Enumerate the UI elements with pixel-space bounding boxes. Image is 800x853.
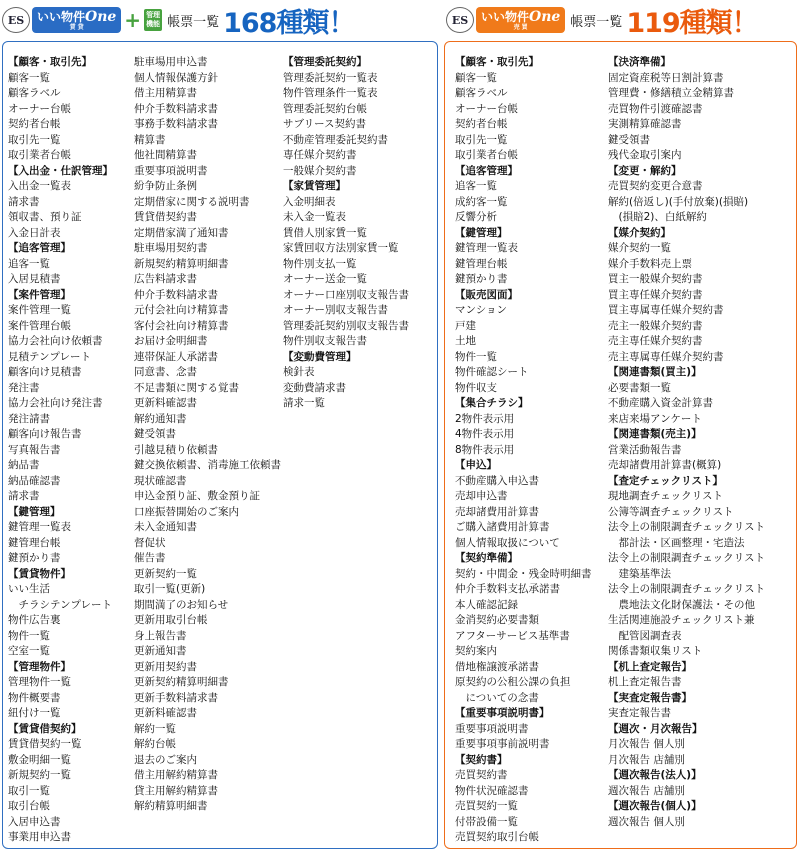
form-item: 入金日計表 [8,226,61,239]
form-item: 取引業者台帳 [455,149,518,161]
es-logo-icon: ES [446,7,474,33]
form-item: 法令上の制限調査チェックリスト [608,552,765,564]
form-item: 重要事項事前説明書 [455,738,550,750]
form-item: サブリース契約書 [283,118,367,130]
form-item: 取引一覧 [8,784,50,797]
form-item: 取引一覧(更新) [134,583,206,595]
form-item: 発注請書 [8,412,50,425]
form-item: 鍵預かり書 [8,552,61,564]
iibukken-one-chintai-logo [32,7,121,33]
form-item: 金消契約必要書類 [455,614,539,626]
form-item: 土地 [455,335,476,347]
category-heading: 【申込】 [455,459,497,471]
form-item: 8物件表示用 [455,443,515,456]
plus-icon: + [124,8,142,32]
form-item: 家賃回収方法別家賃一覧 [283,242,399,254]
form-item: 更新手数料請求書 [134,691,218,704]
category-heading: 【実査定報告書】 [608,691,692,704]
form-item: 解約通知書 [134,412,187,425]
form-item: 鍵預かり書 [455,273,508,285]
form-item: 解約台帳 [134,738,176,750]
form-item: いい生活 [8,583,50,595]
form-item: 売却申込書 [455,490,508,502]
form-item: 鍵受領書 [134,428,176,440]
form-item: 写真報告書 [8,443,61,456]
category-heading: 【関連書類(売主)】 [608,428,702,440]
category-heading: 【契約準備】 [455,552,518,564]
baibai-form-list-panel [444,41,797,849]
form-item: 駐車場用契約書 [134,242,208,254]
form-item: 身上報告書 [134,629,187,642]
form-item: 不足書類に関する覚書 [134,381,239,394]
form-item: 売買契約一覧 [455,800,518,812]
form-item: 催告書 [134,552,166,564]
header-baibai [446,0,798,40]
category-heading: 【週次報告(法人)】 [608,769,702,781]
form-item: 法令上の制限調査チェックリスト [608,583,765,595]
header-count: 119種類！ [626,7,758,39]
form-item: 4物件表示用 [455,428,515,440]
form-item: チラシテンプレート [8,598,113,611]
category-heading: 【査定チェックリスト】 [608,474,723,487]
header-label: 帳票一覧 [570,14,623,30]
form-item: 売買契約変更合意書 [608,180,703,192]
form-item: マンション [455,304,508,316]
form-item: 事務手数料請求書 [134,118,218,130]
form-item: 広告料請求書 [134,273,197,285]
form-item: 物件管理条件一覧表 [283,87,378,99]
form-item: 現状確認書 [134,474,187,487]
category-heading: 【追客管理】 [455,164,518,177]
form-item: 固定資産税等日割計算書 [608,71,724,84]
form-item: 取引先一覧 [455,133,508,146]
form-item: 売主一般媒介契約書 [608,319,703,332]
form-item: 管理物件一覧 [8,676,71,688]
category-heading: 【管理委託契約】 [283,56,367,68]
form-item: 付帯設備一覧 [455,815,518,828]
form-item: 顧客ラベル [8,87,61,99]
form-item: 売却諸費用計算書(概算) [608,459,722,471]
form-item: 案件管理台帳 [8,319,71,332]
form-item: 仲介手数料請求書 [134,288,218,301]
left-column-2 [134,55,281,815]
form-item: 売買物件引渡確認書 [608,102,703,115]
category-heading: 【販売図面】 [455,288,518,301]
form-item: 定期借家満了通知書 [134,226,229,239]
form-item: 退去のご案内 [134,753,197,766]
form-item: 精算書 [134,133,166,146]
category-heading: 【週次報告(個人)】 [608,800,702,812]
form-item: 検針表 [283,366,315,378]
form-item: 残代金取引案内 [608,149,682,161]
form-item: 物件一覧 [8,629,50,642]
form-item: 申込金預り証、敷金預り証 [134,490,260,502]
form-item: 不動産購入申込書 [455,474,539,487]
form-item: オーナー口座別収支報告書 [283,288,409,301]
form-item: 成約客一覧 [455,195,508,208]
form-item: 請求書 [8,490,40,502]
form-item: オーナー別収支報告書 [283,304,388,316]
form-item: 管理委託契約別収支報告書 [283,319,409,332]
form-item: 実測精算確認書 [608,118,682,130]
form-item: 実査定報告書 [608,707,671,719]
form-item: 来店来場アンケート [608,412,702,425]
left-column-1 [8,55,113,846]
form-item: 取引先一覧 [8,133,61,146]
category-heading: 【机上査定報告】 [608,660,692,673]
form-item: 領収書、預り証 [8,211,82,223]
category-heading: 【顧客・取引先】 [455,56,539,68]
form-item: 必要書類一覧 [608,381,671,394]
form-item: 買主専属専任媒介契約書 [608,304,724,316]
form-item: 賃貸借契約一覧 [8,738,82,750]
form-item: 物件広告裏 [8,614,61,626]
form-item: 変動費請求書 [283,381,346,394]
form-item: ご購入諸費用計算書 [455,521,550,533]
form-item: 顧客一覧 [455,71,497,84]
form-item: 物件別収支報告書 [283,335,367,347]
form-item: 管理委託契約一覧表 [283,71,378,84]
category-heading: 【賃貸物件】 [8,567,71,580]
form-item: 追客一覧 [455,180,497,192]
form-item: 鍵受領書 [608,133,650,146]
form-item: 鍵管理台帳 [8,536,61,549]
form-item: 新規契約一覧 [8,769,71,781]
form-item: 管理費・修繕積立金精算書 [608,87,734,99]
form-item: 顧客向け報告書 [8,428,82,440]
form-item: 客付会社向け精算書 [134,319,229,332]
header-chintai [2,0,442,40]
category-heading: 【重要事項説明書】 [455,707,550,719]
form-item: 追客一覧 [8,257,50,270]
form-item: 媒介契約一覧 [608,242,671,254]
form-item: 解約精算明細書 [134,800,208,812]
form-item: 見積テンプレート [8,350,92,363]
category-heading: 【追客管理】 [8,242,71,254]
logo-brand: いい物件 [37,9,86,24]
form-item: 期間満了のお知らせ [134,598,229,611]
form-item: アフターサービス基準書 [455,629,570,642]
form-item: 売買契約書 [455,769,508,781]
category-heading: 【媒介契約】 [608,226,671,239]
form-item: 専任媒介契約書 [283,149,357,161]
category-heading: 【関連書類(買主)】 [608,366,702,378]
form-item: 原契約の公租公課の負担 [455,676,571,688]
form-item: 週次報告 個人別 [608,815,685,828]
form-item: 協力会社向け発注書 [8,397,103,409]
form-item: についての念書 [455,691,539,704]
form-item: 関係書類収集リスト [608,645,703,657]
form-item: 口座振替開始のご案内 [134,505,239,518]
form-item: 顧客ラベル [455,87,508,99]
form-item: 媒介手数料売上票 [608,257,692,270]
logo-sub: 賃 貸 [69,23,84,31]
form-item: 他社間精算書 [134,149,197,161]
category-heading: 【鍵管理】 [455,226,508,239]
form-item: 月次報告 店舗別 [608,753,685,766]
logo-brand: いい物件 [481,9,530,24]
form-item: 物件確認シート [455,366,529,378]
form-item: 都計法・区画整理・宅造法 [608,536,745,549]
form-item: 農地法文化財保護法・その他 [608,598,755,611]
form-item: 敷金明細一覧 [8,753,71,766]
form-item: 買主一般媒介契約書 [608,273,703,285]
form-item: 売主専任媒介契約書 [608,335,703,347]
form-item: 売主専属専任媒介契約書 [608,350,724,363]
category-heading: 【管理物件】 [8,660,71,673]
form-item: 紐付け一覧 [8,707,61,719]
form-item: 物件収支 [455,381,497,394]
right-column-1 [455,55,592,846]
category-heading: 【家賃管理】 [283,180,346,192]
form-item: 納品確認書 [8,474,61,487]
form-item: 公簿等調査チェックリスト [608,505,734,518]
form-item: 入出金一覧表 [8,180,71,192]
form-item: 物件一覧 [455,350,497,363]
header-count: 168種類！ [223,7,355,39]
form-item: 更新通知書 [134,645,187,657]
form-item: 案件管理一覧 [8,304,71,316]
es-logo-icon: ES [2,7,30,33]
category-heading: 【変更・解約】 [608,164,682,177]
category-heading: 【鍵管理】 [8,505,61,518]
form-item: 顧客一覧 [8,71,50,84]
form-item: 生活関連施設チェックリスト兼 [608,614,755,626]
form-item: 督促状 [134,536,166,549]
form-item: 物件概要書 [8,691,61,704]
logo-sub: 売 買 [513,23,528,31]
iibukken-one-baibai-logo [476,7,565,33]
form-item: 仲介手数料請求書 [134,102,218,115]
form-item: 戸建 [455,319,476,332]
form-item: 契約者台帳 [455,118,508,130]
form-item: 発注書 [8,381,40,394]
form-item: 入居見積書 [8,273,61,285]
form-item: 紛争防止条例 [134,180,197,192]
form-item: 鍵管理一覧表 [8,521,71,533]
form-item: 仲介手数料支払承諾書 [455,583,560,595]
form-item: 更新料確認書 [134,397,197,409]
form-item: 物件状況確認書 [455,784,529,797]
form-item: 机上査定報告書 [608,676,682,688]
form-item: 未入金一覧表 [283,211,346,223]
form-item: 更新用取引台帳 [134,614,208,626]
form-item: 連帯保証人承諾書 [134,350,218,363]
category-heading: 【決済準備】 [608,56,671,68]
form-item: 新規契約精算明細書 [134,257,229,270]
form-item: 鍵管理台帳 [455,257,508,270]
badge-line2: 機能 [146,20,161,28]
form-item: オーナー台帳 [455,102,518,115]
form-item: 配管図調査表 [608,629,682,642]
form-item: 本人確認記録 [455,598,518,611]
form-item: 建築基準法 [608,567,671,580]
form-item: 一般媒介契約書 [283,164,357,177]
form-item: 更新料確認書 [134,707,197,719]
chintai-form-list-panel [2,41,438,849]
category-heading: 【週次・月次報告】 [608,722,703,735]
form-item: 賃貸借契約書 [134,211,197,223]
form-item: 個人情報取扱について [455,536,560,549]
form-item: 元付会社向け精算書 [134,304,229,316]
form-item: 解約(倍返し)(手付放棄)(損賠) [608,195,749,208]
form-item: 2物件表示用 [455,412,515,425]
form-item: 借地権譲渡承諾書 [455,660,539,673]
form-item: 貸主用解約精算書 [134,784,218,797]
category-heading: 【契約書】 [455,753,508,766]
form-item: 週次報告 店舗別 [608,784,685,797]
form-item: 更新用契約書 [134,660,197,673]
form-item: 不動産購入資金計算書 [608,397,713,409]
form-item: 月次報告 個人別 [608,738,685,750]
form-item: 鍵管理一覧表 [455,242,518,254]
form-item: (損賠2)、白紙解約 [608,211,707,223]
form-item: 顧客向け見積書 [8,366,82,378]
form-item: 売買契約取引台帳 [455,831,539,843]
form-item: 借主用精算書 [134,87,197,99]
form-item: 賃借人別家賃一覧 [283,226,367,239]
form-item: 請求一覧 [283,397,325,409]
form-item: 更新契約一覧 [134,567,197,580]
form-item: 入居申込書 [8,815,61,828]
form-item: 取引台帳 [8,800,50,812]
left-column-3 [283,55,409,412]
kanri-kino-badge [144,9,162,31]
form-item: 契約・中間金・残金時明細書 [455,567,592,580]
badge-line1: 管理 [146,11,161,19]
logo-brand-one: One [529,8,561,25]
form-item: オーナー台帳 [8,102,71,115]
form-item: 反響分析 [455,211,497,223]
category-heading: 【集合チラシ】 [455,397,529,409]
form-item: 管理委託契約台帳 [283,102,367,115]
category-heading: 【賃貸借契約】 [8,722,82,735]
form-item: 買主専任媒介契約書 [608,288,703,301]
form-item: 法令上の制限調査チェックリスト [608,521,765,533]
form-item: 未入金通知書 [134,521,197,533]
form-item: 売却諸費用計算書 [455,505,539,518]
form-item: 契約者台帳 [8,118,61,130]
header-label: 帳票一覧 [167,14,220,30]
right-column-2 [608,55,765,830]
form-item: 協力会社向け依頼書 [8,335,103,347]
form-item: 同意書、念書 [134,366,197,378]
form-item: 契約案内 [455,645,497,657]
form-item: 更新契約精算明細書 [134,676,229,688]
category-heading: 【入出金・仕訳管理】 [8,164,113,177]
form-item: 個人情報保護方針 [134,71,218,84]
form-item: 物件別支払一覧 [283,257,357,270]
form-item: 空室一覧 [8,645,50,657]
form-item: 営業活動報告書 [608,443,682,456]
logo-brand-one: One [85,8,117,25]
form-item: 鍵交換依頼書、消毒施工依頼書 [134,459,281,471]
form-item: 定期借家に関する説明書 [134,195,250,208]
form-item: 解約一覧 [134,722,176,735]
category-heading: 【案件管理】 [8,288,71,301]
form-item: 入金明細表 [283,195,336,208]
form-item: 納品書 [8,459,40,471]
form-item: 借主用解約精算書 [134,769,218,781]
form-item: お届け金明細書 [134,335,208,347]
form-item: 引越見積り依頼書 [134,443,218,456]
form-item: オーナー送金一覧 [283,273,367,285]
category-heading: 【変動費管理】 [283,350,357,363]
form-item: 不動産管理委託契約書 [283,133,388,146]
form-item: 請求書 [8,195,40,208]
form-item: 現地調査チェックリスト [608,490,723,502]
form-item: 取引業者台帳 [8,149,71,161]
category-heading: 【顧客・取引先】 [8,56,92,68]
form-item: 重要事項説明書 [455,722,529,735]
form-item: 重要事項説明書 [134,164,208,177]
form-item: 駐車場用申込書 [134,56,208,68]
form-item: 事業用申込書 [8,831,71,843]
